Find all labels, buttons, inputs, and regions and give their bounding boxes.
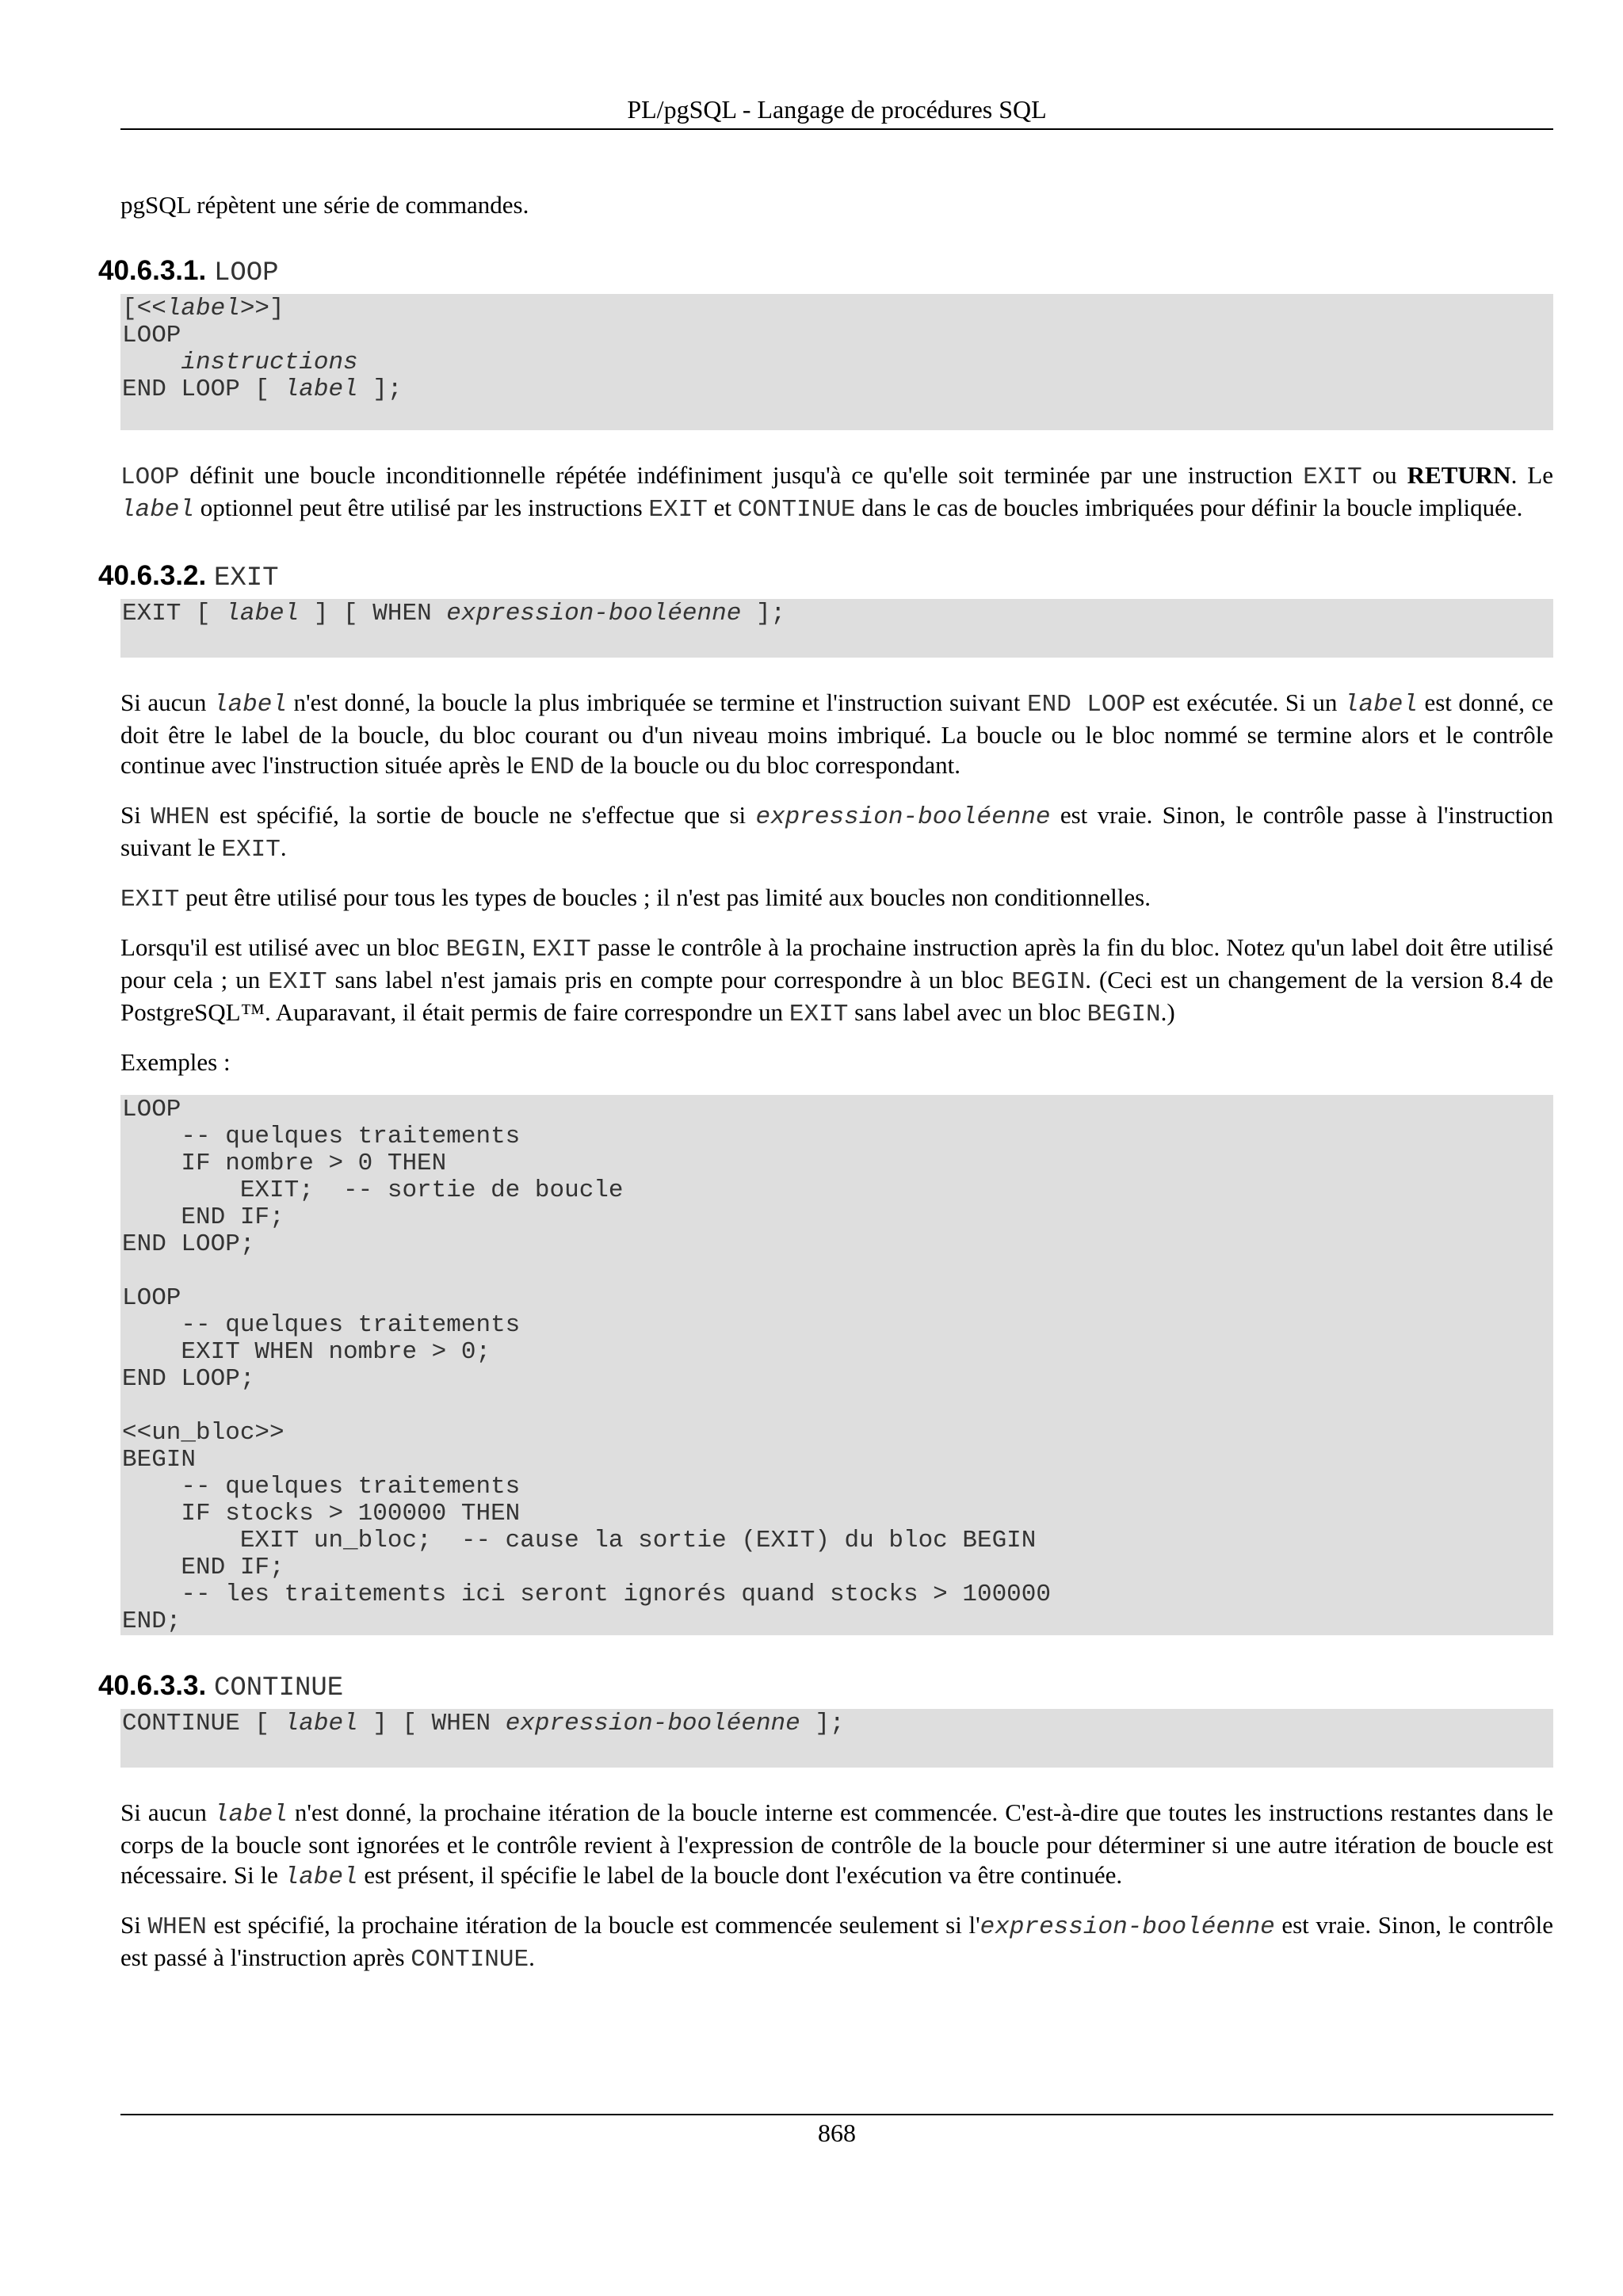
section-number: 40.6.3.1. xyxy=(98,255,207,286)
running-header: PL/pgSQL - Langage de procédures SQL xyxy=(627,95,1047,124)
section-keyword: LOOP xyxy=(213,258,279,288)
exit-example-code: LOOP -- quelques traitements IF nombre > 0 THEN EXIT; -- sortie de boucle END IF; END LOOP; LOOP -- quelques traitements EXIT WHEN nombre > 0; END LOOP; <<un_bloc>> BEGIN -- quelques traitements IF stocks > 100000 THEN EXIT un_bloc; -- cause la sortie (EXIT) du bloc BEGIN END IF; -- les traitements ici seront ignorés quand stocks > 100000 END; xyxy=(120,1095,1553,1635)
loop-description: LOOP définit une boucle inconditionnelle répétée indéfiniment jusqu'à ce qu'elle soit terminée par une instruction EXIT ou RETURN. Le label optionnel peut être utilisé par les instructions EXIT et CONTINUE dans le cas de boucles imbriquées pour définir la boucle impliquée. xyxy=(120,461,1554,524)
exit-paragraph-3: EXIT peut être utilisé pour tous les types de boucles ; il n'est pas limité aux boucles non conditionnelles. xyxy=(120,883,1151,913)
page-number: 868 xyxy=(818,2119,856,2147)
section-heading-loop xyxy=(98,254,1553,291)
examples-label: Exemples : xyxy=(120,1048,231,1076)
section-keyword: EXIT xyxy=(213,563,279,593)
exit-paragraph-4: Lorsqu'il est utilisé avec un bloc BEGIN, EXIT passe le contrôle à la prochaine instruction après la fin du bloc. Notez qu'un label doit être utilisé pour cela ; un EXIT sans label n'est jamais pris en compte pour correspondre à un bloc BEGIN. (Ceci est un changement de la version 8.4 de PostgreSQL™. Auparavant, il était permis de faire correspondre un EXIT sans label avec un bloc BEGIN.) xyxy=(120,933,1554,1028)
section-heading-exit xyxy=(98,559,1553,596)
section-number: 40.6.3.3. xyxy=(98,1670,207,1701)
intro-paragraph: pgSQL répètent une série de commandes. xyxy=(120,191,529,219)
header-rule xyxy=(120,128,1553,130)
exit-paragraph-1: Si aucun label n'est donné, la boucle la plus imbriquée se termine et l'instruction suivant END LOOP est exécutée. Si un label est donné, ce doit être le label de la boucle, du bloc courant ou d'un niveau moins imbriqué. La boucle ou le bloc nommé se termine alors et le contrôle continue avec l'instruction située après le END de la boucle ou du bloc correspondant. xyxy=(120,688,1554,781)
footer-rule xyxy=(120,2114,1553,2115)
content-flow xyxy=(98,190,1554,1993)
exit-paragraph-2: Si WHEN est spécifié, la sortie de boucle ne s'effectue que si expression-booléenne est vraie. Sinon, le contrôle passe à l'instruction suivant le EXIT. xyxy=(120,801,1554,864)
exit-synopsis: EXIT [ label ] [ WHEN expression-booléenne ]; xyxy=(120,599,1553,658)
section-heading-continue xyxy=(98,1669,1553,1706)
continue-paragraph-2: Si WHEN est spécifié, la prochaine itération de la boucle est commencée seulement si l'expression-booléenne est vraie. Sinon, le contrôle est passé à l'instruction après CONTINUE. xyxy=(120,1911,1554,1974)
continue-paragraph-1: Si aucun label n'est donné, la prochaine itération de la boucle interne est commencée. C'est-à-dire que toutes les instructions restantes dans le corps de la boucle sont ignorées et le contrôle revient à l'expression de contrôle de la boucle pour déterminer si une autre itération de boucle est nécessaire. Si le label est présent, il spécifie le label de la boucle dont l'exécution va être continuée. xyxy=(120,1798,1553,1891)
continue-synopsis: CONTINUE [ label ] [ WHEN expression-booléenne ]; xyxy=(120,1709,1553,1768)
section-number: 40.6.3.2. xyxy=(98,560,207,591)
loop-synopsis: [<<label>>] LOOP instructions END LOOP [ label ]; xyxy=(120,294,1553,430)
section-keyword: CONTINUE xyxy=(213,1673,344,1703)
